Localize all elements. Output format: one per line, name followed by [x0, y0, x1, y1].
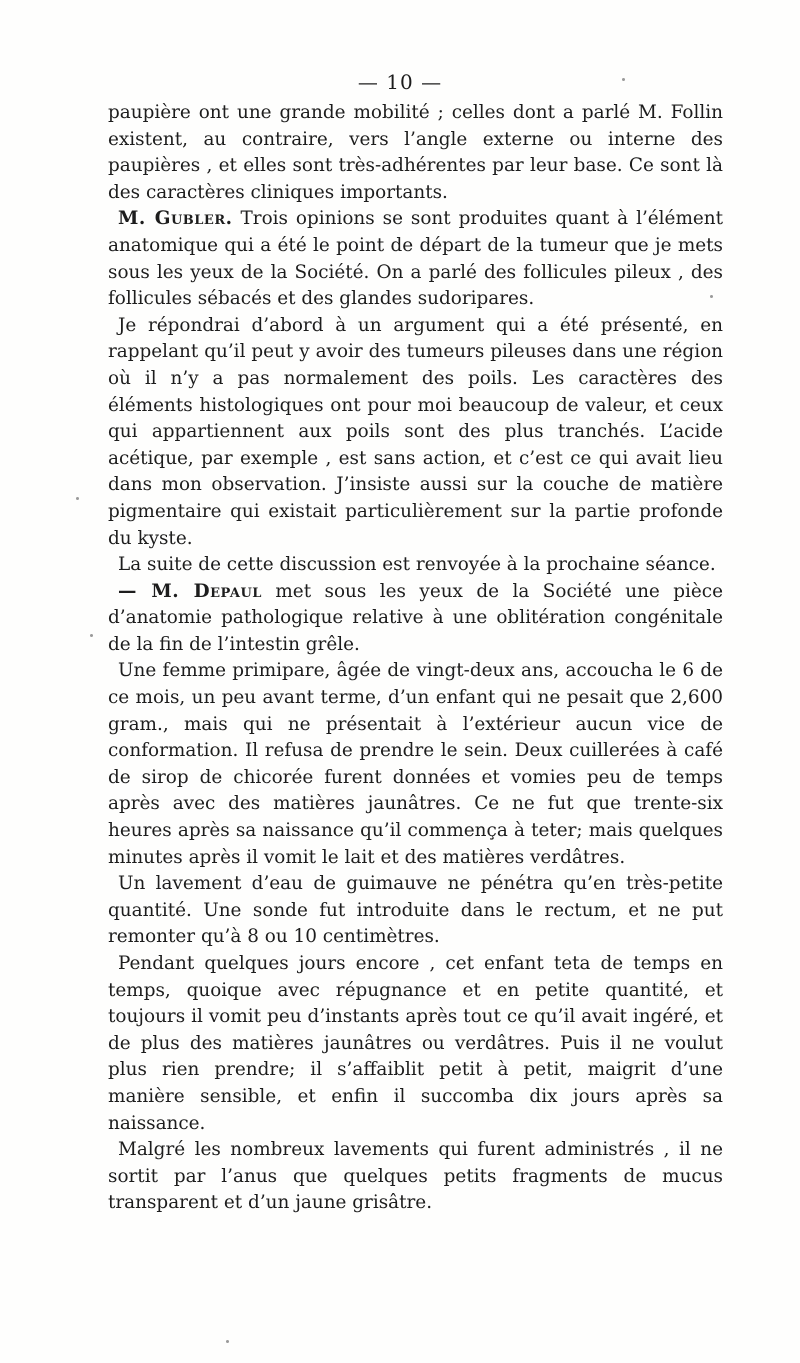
- body-text: [108, 100, 723, 1217]
- paragraph: [108, 951, 723, 1137]
- ink-speck: [622, 78, 625, 81]
- speaker-name: — M. Depaul: [118, 580, 262, 602]
- paragraph: [108, 579, 723, 659]
- paragraph-text: Pendant quelques jours encore , cet enfant teta de temps en temps, quoique avec répugnance et en petite quantité, et toujours il vomit peu d’instants après tout ce qu’il avait ingéré, et de plus des matières jaunâtres ou verdâtres. Puis il ne voulut plus rien prendre; il s’affaiblit petit à petit, maigrit d’une manière sensible, et enfin il succomba dix jours après sa naissance.: [108, 953, 723, 1134]
- paragraph: [108, 658, 723, 871]
- paragraph: [108, 871, 723, 951]
- paragraph-text: Un lavement d’eau de guimauve ne pénétra qu’en très-petite quantité. Une sonde fut introduite dans le rectum, et ne put remonter qu’à 8 ou 10 centimètres.: [108, 873, 723, 948]
- paragraph: [108, 313, 723, 552]
- paragraph-text: Malgré les nombreux lavements qui furent administrés , il ne sortit par l’anus que quelques petits fragments de mucus transparent et d’un jaune grisâtre.: [108, 1139, 723, 1214]
- paragraph: [108, 1137, 723, 1217]
- ink-speck: [226, 1340, 229, 1343]
- paragraph-text: Je répondrai d’abord à un argument qui a été présenté, en rappelant qu’il peut y avoir des tumeurs pileuses dans une région où il n’y a pas normalement des poils. Les caractères des éléments histologiques ont pour moi beaucoup de valeur, et ceux qui appartiennent aux poils sont des plus tranchés. L’acide acétique, par exemple , est sans action, et c’est ce qui avait lieu dans mon observation. J’insiste aussi sur la couche de matière pigmentaire qui existait particulièrement sur la partie profonde du kyste.: [108, 314, 723, 549]
- paragraph-text: Trois opinions se sont produites quant à l’élément anatomique qui a été le point de départ de la tumeur que je mets sous les yeux de la Société. On a parlé des follicules pileux , des follicules sébacés et des glandes sudoripares.: [108, 208, 724, 310]
- paragraph-text: paupière ont une grande mobilité ; celles dont a parlé M. Follin existent, au contraire, vers l’angle externe ou interne des paupières , et elles sont très-adhérentes par leur base. Ce sont là des caractères cliniques importants.: [108, 102, 723, 203]
- ink-speck: [76, 497, 79, 500]
- paragraph-text: met sous les yeux de la Société une pièce d’anatomie pathologique relative à une oblitération congénitale de la fin de l’intestin grêle.: [108, 580, 723, 655]
- page-number: — 10 —: [357, 70, 443, 94]
- paragraph-text: La suite de cette discussion est renvoyée à la prochaine séance.: [118, 554, 716, 576]
- paragraph: [108, 100, 723, 206]
- ink-speck: [90, 634, 93, 637]
- paragraph: [108, 206, 723, 312]
- paragraph: [108, 552, 723, 579]
- paragraph-text: Une femme primipare, âgée de vingt-deux ans, accoucha le 6 de ce mois, un peu avant terme, d’un enfant qui ne pesait que 2,600 gram., mais qui ne présentait à l’extérieur aucun vice de conformation. Il refusa de prendre le sein. Deux cuillerées à café de sirop de chicorée furent données et vomies peu de temps après avec des matières jaunâtres. Ce ne fut que trente-six heures après sa naissance qu’il commença à teter; mais quelques minutes après il vomit le lait et des matières verdâtres.: [108, 660, 723, 868]
- speaker-name: M. Gubler.: [118, 208, 233, 230]
